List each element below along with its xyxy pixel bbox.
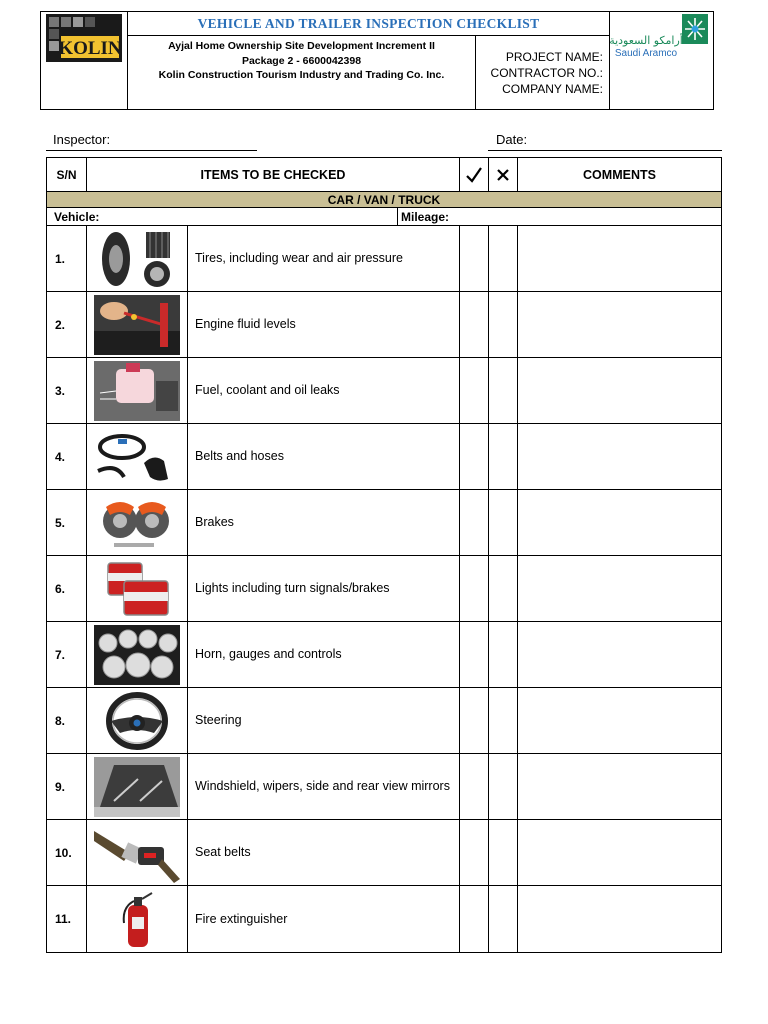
item-label: Horn, gauges and controls xyxy=(188,622,460,687)
cross-cell[interactable] xyxy=(489,622,518,687)
cross-cell[interactable] xyxy=(489,886,518,952)
check-cell[interactable] xyxy=(460,754,489,819)
cross-cell[interactable] xyxy=(489,226,518,291)
check-mark-icon xyxy=(460,158,489,191)
tail-light-icon xyxy=(87,556,188,621)
project-line-2: Package 2 - 6600042398 xyxy=(241,54,362,67)
comment-cell[interactable] xyxy=(518,292,721,357)
cross-mark-icon xyxy=(489,158,518,191)
check-cell[interactable] xyxy=(460,688,489,753)
item-sn: 5. xyxy=(47,490,87,555)
cross-cell[interactable] xyxy=(489,556,518,621)
belt-hose-icon xyxy=(87,424,188,489)
page-title: VEHICLE AND TRAILER INSPECTION CHECKLIST xyxy=(128,12,609,36)
inspector-input-line[interactable] xyxy=(46,150,257,151)
cross-cell[interactable] xyxy=(489,358,518,423)
cross-cell[interactable] xyxy=(489,490,518,555)
vehicle-label[interactable]: Vehicle: xyxy=(47,208,398,225)
coolant-reservoir-icon xyxy=(87,358,188,423)
project-info xyxy=(128,36,475,109)
item-sn: 6. xyxy=(47,556,87,621)
inspector-label: Inspector: xyxy=(53,132,111,147)
table-row xyxy=(47,688,721,754)
table-row xyxy=(47,292,721,358)
aramco-english-text: Saudi Aramco xyxy=(614,48,678,59)
item-label: Lights including turn signals/brakes xyxy=(188,556,460,621)
item-label: Steering xyxy=(188,688,460,753)
checklist-table xyxy=(46,157,722,953)
aramco-arabic-text: أرامكو السعودية xyxy=(610,34,683,47)
date-label: Date: xyxy=(496,132,528,147)
cross-cell[interactable] xyxy=(489,292,518,357)
seat-belt-icon xyxy=(87,820,188,885)
comment-cell[interactable] xyxy=(518,226,721,291)
table-header-row xyxy=(47,158,721,192)
project-name-label: PROJECT NAME: xyxy=(505,50,603,64)
comment-cell[interactable] xyxy=(518,358,721,423)
table-row xyxy=(47,226,721,292)
table-row xyxy=(47,490,721,556)
kolin-logo-text: KOLIN xyxy=(58,38,122,59)
mileage-label[interactable]: Mileage: xyxy=(401,209,450,224)
check-cell[interactable] xyxy=(460,886,489,952)
check-cell[interactable] xyxy=(460,490,489,555)
table-row xyxy=(47,424,721,490)
kolin-logo xyxy=(41,12,128,109)
section-band: CAR / VAN / TRUCK xyxy=(47,192,721,208)
engine-dipstick-icon xyxy=(87,292,188,357)
saudi-aramco-logo-icon xyxy=(610,12,713,109)
fire-extinguisher-icon xyxy=(87,886,188,952)
project-labels xyxy=(475,36,609,109)
project-line-3: Kolin Construction Tourism Industry and Trading Co. Inc. xyxy=(158,69,445,81)
company-name-label: COMPANY NAME: xyxy=(502,82,603,96)
item-label: Windshield, wipers, side and rear view mirrors xyxy=(188,754,460,819)
comments-header: COMMENTS xyxy=(583,167,656,182)
comment-cell[interactable] xyxy=(518,754,721,819)
item-label: Belts and hoses xyxy=(188,424,460,489)
table-row xyxy=(47,886,721,952)
vehicle-mileage-row xyxy=(47,208,721,226)
comment-cell[interactable] xyxy=(518,688,721,753)
brake-disc-icon xyxy=(87,490,188,555)
tire-icon xyxy=(87,226,188,291)
item-sn: 9. xyxy=(47,754,87,819)
item-sn: 11. xyxy=(47,886,87,952)
item-sn: 3. xyxy=(47,358,87,423)
gauges-icon xyxy=(87,622,188,687)
table-row xyxy=(47,622,721,688)
item-sn: 10. xyxy=(47,820,87,885)
item-sn: 7. xyxy=(47,622,87,687)
check-cell[interactable] xyxy=(460,820,489,885)
check-cell[interactable] xyxy=(460,424,489,489)
table-row xyxy=(47,358,721,424)
document-header xyxy=(40,11,714,110)
comment-cell[interactable] xyxy=(518,886,721,952)
check-cell[interactable] xyxy=(460,226,489,291)
cross-cell[interactable] xyxy=(489,688,518,753)
sn-header: S/N xyxy=(47,158,87,191)
item-sn: 2. xyxy=(47,292,87,357)
item-label: Seat belts xyxy=(188,820,460,885)
windshield-icon xyxy=(87,754,188,819)
items-header: ITEMS TO BE CHECKED xyxy=(87,158,460,191)
cross-cell[interactable] xyxy=(489,754,518,819)
check-cell[interactable] xyxy=(460,292,489,357)
item-label: Fire extinguisher xyxy=(188,886,460,952)
cross-cell[interactable] xyxy=(489,424,518,489)
comment-cell[interactable] xyxy=(518,490,721,555)
item-label: Brakes xyxy=(188,490,460,555)
cross-cell[interactable] xyxy=(489,820,518,885)
item-label: Engine fluid levels xyxy=(188,292,460,357)
contractor-no-label: CONTRACTOR NO.: xyxy=(490,66,603,80)
item-sn: 1. xyxy=(47,226,87,291)
kolin-logo-icon xyxy=(41,12,127,109)
check-cell[interactable] xyxy=(460,622,489,687)
item-label: Tires, including wear and air pressure xyxy=(188,226,460,291)
item-sn: 4. xyxy=(47,424,87,489)
saudi-aramco-logo xyxy=(609,12,713,109)
table-row xyxy=(47,820,721,886)
check-cell[interactable] xyxy=(460,556,489,621)
table-row xyxy=(47,754,721,820)
date-input-line[interactable] xyxy=(488,150,722,151)
comment-cell[interactable] xyxy=(518,820,721,885)
item-sn: 8. xyxy=(47,688,87,753)
item-label: Fuel, coolant and oil leaks xyxy=(188,358,460,423)
project-line-1: Ayjal Home Ownership Site Development Increment II xyxy=(168,40,435,52)
comment-cell[interactable] xyxy=(518,556,721,621)
comment-cell[interactable] xyxy=(518,622,721,687)
comment-cell[interactable] xyxy=(518,424,721,489)
steering-wheel-icon xyxy=(87,688,188,753)
table-row xyxy=(47,556,721,622)
check-cell[interactable] xyxy=(460,358,489,423)
